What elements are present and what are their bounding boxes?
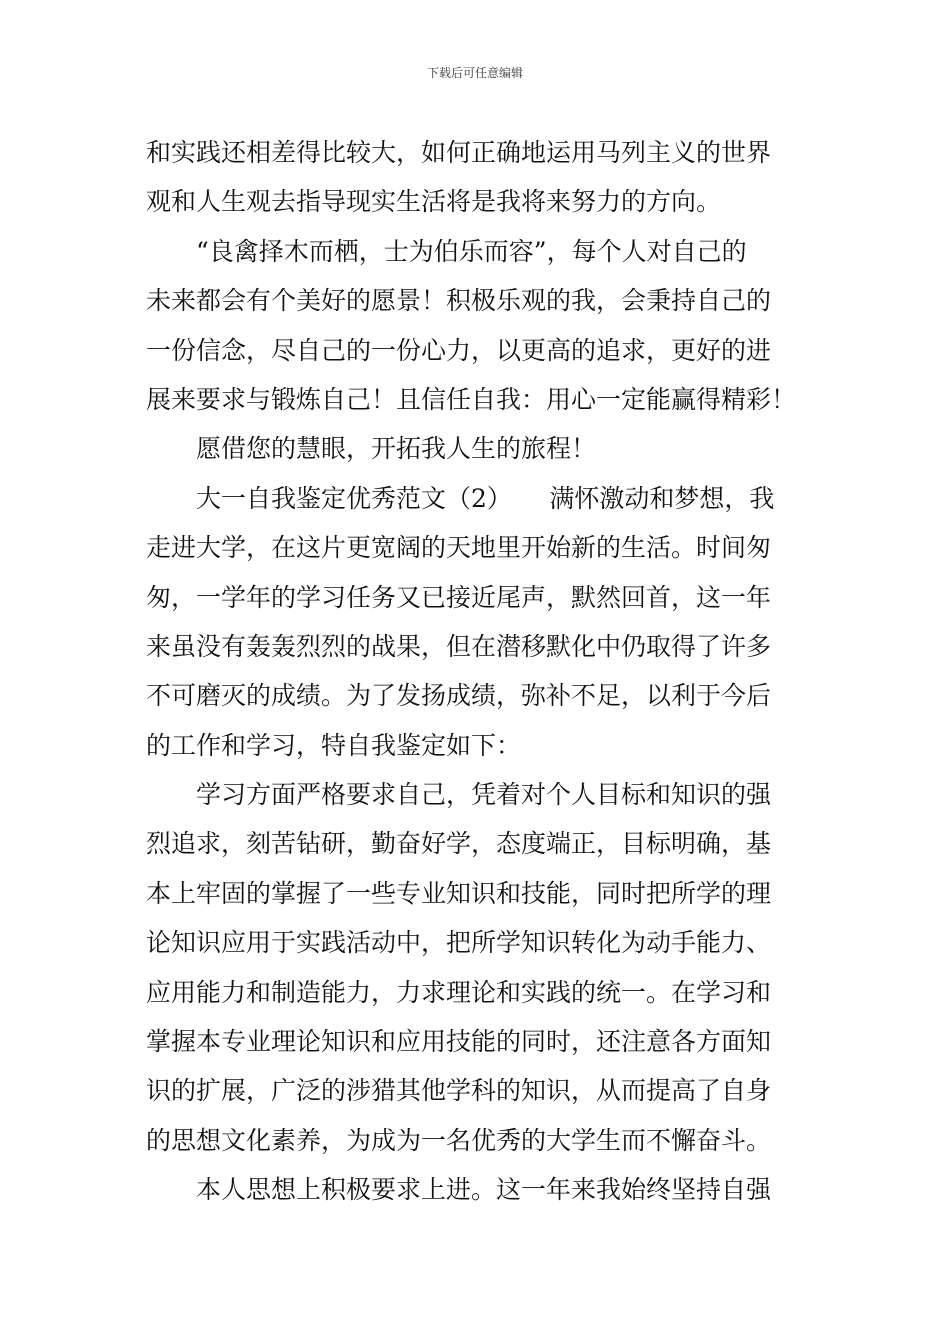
text-line: 本人思想上积极要求上进。这一年来我始终坚持自强 — [196, 1175, 772, 1205]
page-header: 下载后可任意编辑 — [426, 66, 523, 80]
text-line: 学习方面严格要求自己，凭着对个人目标和知识的强 — [196, 780, 772, 810]
text-line: 展来要求与锻炼自己！且信任自我：用心一定能赢得精彩！ — [146, 384, 797, 414]
text-line: 未来都会有个美好的愿景！积极乐观的我，会秉持自己的 — [146, 286, 772, 316]
text-line: 本上牢固的掌握了一些专业知识和技能，同时把所学的理 — [146, 878, 772, 908]
text-line: 大一自我鉴定优秀范文（2） 满怀激动和梦想，我 — [196, 483, 775, 513]
text-line: “良禽择木而栖，士为伯乐而容”，每个人对自己的 — [196, 236, 747, 266]
text-line: 一份信念，尽自己的一份心力，以更高的追求，更好的进 — [146, 335, 772, 365]
text-line: 匆，一学年的学习任务又已接近尾声，默然回首，这一年 — [146, 582, 772, 612]
document-body — [146, 128, 816, 1215]
text-line: 掌握本专业理论知识和应用技能的同时，还注意各方面知 — [146, 1027, 772, 1057]
text-line: 不可磨灭的成绩。为了发扬成绩，弥补不足，以利于今后 — [146, 681, 772, 711]
text-line: 观和人生观去指导现实生活将是我将来努力的方向。 — [146, 187, 722, 217]
text-line: 烈追求，刻苦钻研，勤奋好学，态度端正，目标明确，基 — [146, 829, 772, 859]
text-line: 的工作和学习，特自我鉴定如下： — [146, 730, 522, 760]
text-line: 的思想文化素养，为成为一名优秀的大学生而不懈奋斗。 — [146, 1125, 772, 1155]
text-line: 识的扩展，广泛的涉猎其他学科的知识，从而提高了自身 — [146, 1076, 772, 1106]
text-line: 和实践还相差得比较大，如何正确地运用马列主义的世界 — [146, 138, 772, 167]
text-line: 应用能力和制造能力，力求理论和实践的统一。在学习和 — [146, 977, 772, 1007]
text-line: 愿借您的慧眼，开拓我人生的旅程！ — [196, 434, 597, 464]
text-line: 走进大学，在这片更宽阔的天地里开始新的生活。时间匆 — [146, 533, 772, 563]
text-line: 来虽没有轰轰烈烈的战果，但在潜移默化中仍取得了许多 — [146, 631, 772, 661]
text-line: 论知识应用于实践活动中，把所学知识转化为动手能力、 — [146, 928, 772, 958]
